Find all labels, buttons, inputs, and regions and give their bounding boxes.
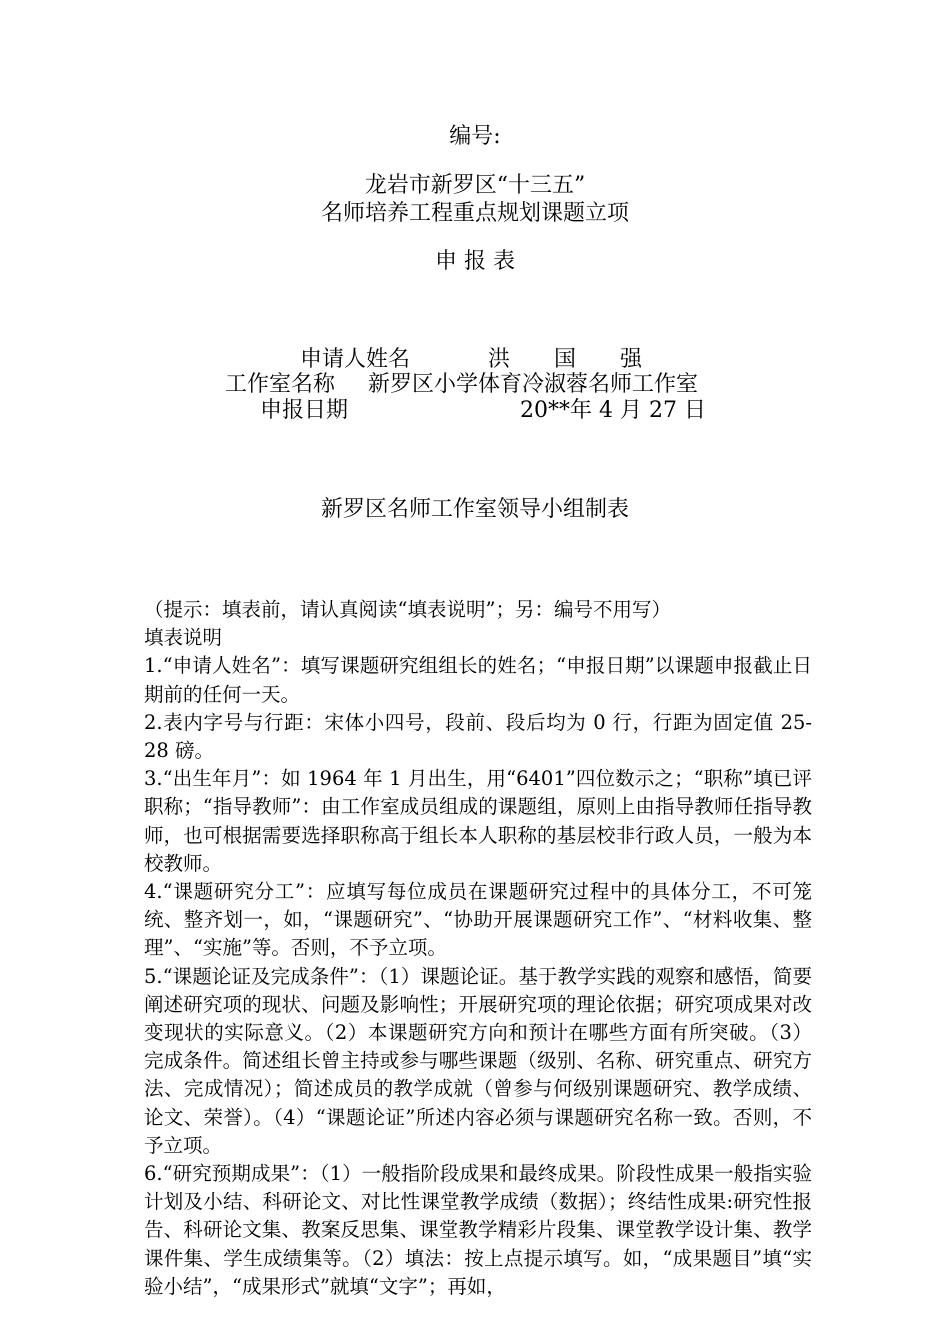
instructions-section <box>144 596 812 1301</box>
instruction-item-3: 3.“出生年月”：如 1964 年 1 月出生，用“6401”四位数示之；“职称”填已评职称；“指导教师”：由工作室成员组成的课题组，原则上由指导教师任指导教师，也可根据需要选择职称高于组长本人职称的基层校非行政人员，一般为本校教师。 <box>144 767 812 875</box>
instruction-item-6: 6.“研究预期成果”：（1）一般指阶段成果和最终成果。阶段性成果一般指实验计划及小结、科研论文、对比性课堂教学成绩（数据）；终结性成果:研究性报告、科研论文集、教案反思集、课堂教学精彩片段集、课堂教学设计集、教学课件集、学生成绩集等。（2）填法：按上点提示填写。如，“成果题目”填“实验小结”，“成果形式”就填“文字”；再如， <box>144 1162 812 1298</box>
submit-date-row <box>0 396 950 426</box>
submit-date-label: 申报日期 <box>260 398 349 423</box>
instruction-item-1: 1.“申请人姓名”：填写课题研究组组长的姓名；“申报日期”以课题申报截止日期前的任何一天。 <box>144 654 812 706</box>
applicant-name-label: 申请人姓名 <box>300 347 411 372</box>
serial-number-label: 编号: <box>449 124 501 149</box>
instruction-item-4: 4.“课题研究分工”：应填写每位成员在课题研究过程中的具体分工，不可笼统、整齐划一，如，“课题研究”、“协助开展课题研究工作”、“材料收集、整理”、“实施”等。否则，不予立项。 <box>144 880 812 960</box>
title-line-2: 名师培养工程重点规划课题立项 <box>320 201 629 226</box>
title-line-1: 龙岩市新罗区“十三五” <box>364 173 586 198</box>
applicant-name-value: 洪 国 强 <box>488 347 643 372</box>
issuer-line: 新罗区名师工作室领导小组制表 <box>320 497 629 522</box>
instruction-item-2: 2.表内字号与行距：宋体小四号，段前、段后均为 0 行，行距为固定值 25-28 磅。 <box>144 710 812 763</box>
instruction-item-5: 5.“课题论证及完成条件”：（1）课题论证。基于教学实践的观察和感悟，简要阐述研究项的现状、问题及影响性；开展研究项的理论依据；研究项成果对改变现状的实际意义。（2）本课题研究方向和预计在哪些方面有所突破。（3）完成条件。简述组长曾主持或参与哪些课题（级别、名称、研究重点、研究方法、完成情况）；简述成员的教学成就（曾参与何级别课题研究、教学成绩、论文、荣誉）。（4）“课题论证”所述内容必须与课题研究名称一致。否则，不予立项。 <box>144 964 812 1157</box>
form-type-title: 申 报 表 <box>435 249 515 274</box>
instructions-heading: 填表说明 <box>144 626 223 650</box>
studio-name-label: 工作室名称 <box>225 372 336 397</box>
submit-date-value: 20**年 4 月 27 日 <box>520 398 706 423</box>
studio-name-value: 新罗区小学体育冷淑蓉名师工作室 <box>368 372 699 397</box>
instructions-hint: （提示：填表前，请认真阅读“填表说明”；另：编号不用写） <box>144 598 671 621</box>
